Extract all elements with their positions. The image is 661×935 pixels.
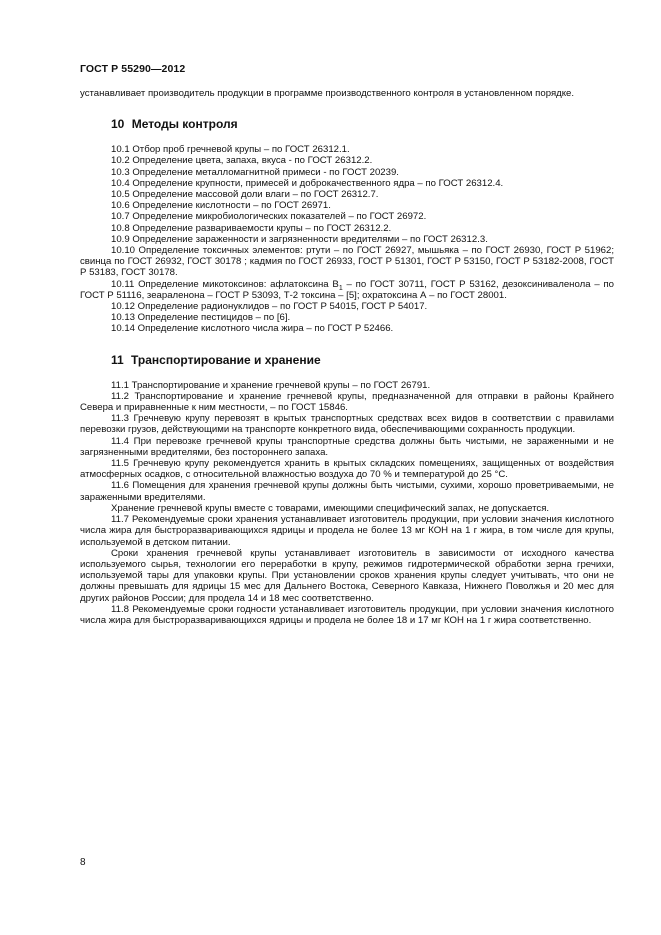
item-11-1: 11.1 Транспортирование и хранение гречневой крупы – по ГОСТ 26791. (111, 379, 431, 391)
item-11-5: 11.5 Гречневую крупу рекомендуется хранить в крытых складских помещениях, защищенных от воздействия атмосферных осадков, с относительной влажностью воздуха до 70 % и температурой до 25 °С. (80, 458, 614, 481)
section-11-heading (111, 353, 614, 367)
item-10-7: 10.7 Определение микробиологических показателей – по ГОСТ 26972. (111, 211, 427, 223)
section-10-number: 10 (111, 117, 125, 132)
section-10-heading (111, 117, 614, 131)
item-10-11-pre: 10.11 Определение микотоксинов: афлатоксина В (111, 278, 339, 290)
section-11-number: 11 (111, 352, 124, 367)
item-10-4: 10.4 Определение крупности, примесей и доброкачественного ядра – по ГОСТ 26312.4. (111, 177, 504, 189)
item-10-5: 10.5 Определение массовой доли влаги – по ГОСТ 26312.7. (111, 189, 379, 201)
section-10-title: Методы контроля (131, 117, 238, 132)
section-11-title: Транспортирование и хранение (131, 352, 321, 367)
item-11-3: 11.3 Гречневую крупу перевозят в крытых транспортных средствах всех видов в соответствии с правилами перевозки грузов, действующими на транспорте конкретного вида, обеспечивающими сохранность продукции. (80, 413, 614, 436)
item-10-14: 10.14 Определение кислотного числа жира – по ГОСТ Р 52466. (111, 323, 394, 335)
item-11-7: 11.7 Рекомендуемые сроки хранения устанавливает изготовитель продукции, при условии значения кислотного числа жира для быстроразваривающихся ядрицы и продела не более 13 мг КОН на 1 г жира, в том числе для крупы, используемой в детском питании. (80, 514, 614, 548)
document-header: ГОСТ Р 55290—2012 (80, 63, 186, 75)
item-11-7-shelf-life: Сроки хранения гречневой крупы устанавливает изготовитель в зависимости от исходного качества используемого сырья, технологии его переработки в крупу, режимов гидротермической обработки зерна гречихи, используемой тары для упаковки крупы. При установлении сроков хранения крупы следует учитывать, что они не должны превышать для ядрицы 15 мес для Дальнего Востока, Северного Кавказа, Нижнего Поволжья и 20 мес для других районов России; для продела 14 и 18 мес соответственно. (80, 547, 614, 604)
item-10-11 (80, 279, 614, 301)
item-10-10: 10.10 Определение токсичных элементов: ртути – по ГОСТ 26927, мышьяка – по ГОСТ 26930, ГОСТ Р 51962; свинца по ГОСТ 26932, ГОСТ 30178 ; кадмия по ГОСТ 26933, ГОСТ Р 51301, ГОСТ Р 53150, ГОСТ Р 53182-2008, ГОСТ Р 53183, ГОСТ 30178. (80, 245, 614, 279)
item-10-11-subscript: 1 (338, 284, 343, 292)
item-10-6: 10.6 Определение кислотности – по ГОСТ 26971. (111, 200, 331, 212)
intro-paragraph: устанавливает производитель продукции в программе производственного контроля в установленном порядке. (80, 88, 575, 99)
item-10-9: 10.9 Определение зараженности и загрязненности вредителями – по ГОСТ 26312.3. (111, 233, 488, 245)
item-11-8: 11.8 Рекомендуемые сроки годности устанавливает изготовитель продукции, при условии значения кислотного числа жира для быстроразваривающихся ядрицы и продела не более 18 и 17 мг КОН на 1 г жира соответственно. (80, 603, 614, 626)
item-11-4: 11.4 При перевозке гречневой крупы транспортные средства должны быть чистыми, не зараженными и не загрязненными вредителями, без постороннего запаха. (80, 435, 614, 458)
item-11-6: 11.6 Помещения для хранения гречневой крупы должны быть чистыми, сухими, хорошо проветриваемыми, не зараженными вредителями. (80, 480, 614, 503)
item-10-8: 10.8 Определение развариваемости крупы – по ГОСТ 26312.2. (111, 222, 392, 234)
item-10-3: 10.3 Определение металломагнитной примеси - по ГОСТ 20239. (111, 166, 399, 178)
item-10-11-post: – по ГОСТ 30711, ГОСТ Р 53162, дезоксиниваленола – по ГОСТ Р 51116, зеараленона – ГОСТ Р 53093, Т-2 токсина – [5]; охратоксина А – по ГОСТ 28001. (80, 278, 614, 301)
item-10-13: 10.13 Определение пестицидов – по [6]. (111, 312, 291, 324)
item-10-1: 10.1 Отбор проб гречневой крупы – по ГОСТ 26312.1. (111, 144, 350, 156)
document-body (80, 88, 614, 626)
item-11-2: 11.2 Транспортирование и хранение гречневой крупы, предназначенной для отправки в районы Крайнего Севера и приравненные к ним местности, – по ГОСТ 15846. (80, 390, 614, 414)
item-11-6-storage-note: Хранение гречневой крупы вместе с товарами, имеющими специфический запах, не допускается. (111, 502, 550, 514)
page-number: 8 (80, 857, 86, 868)
item-10-12: 10.12 Определение радионуклидов – по ГОСТ Р 54015, ГОСТ Р 54017. (111, 301, 428, 313)
item-10-2: 10.2 Определение цвета, запаха, вкуса - по ГОСТ 26312.2. (111, 155, 373, 167)
